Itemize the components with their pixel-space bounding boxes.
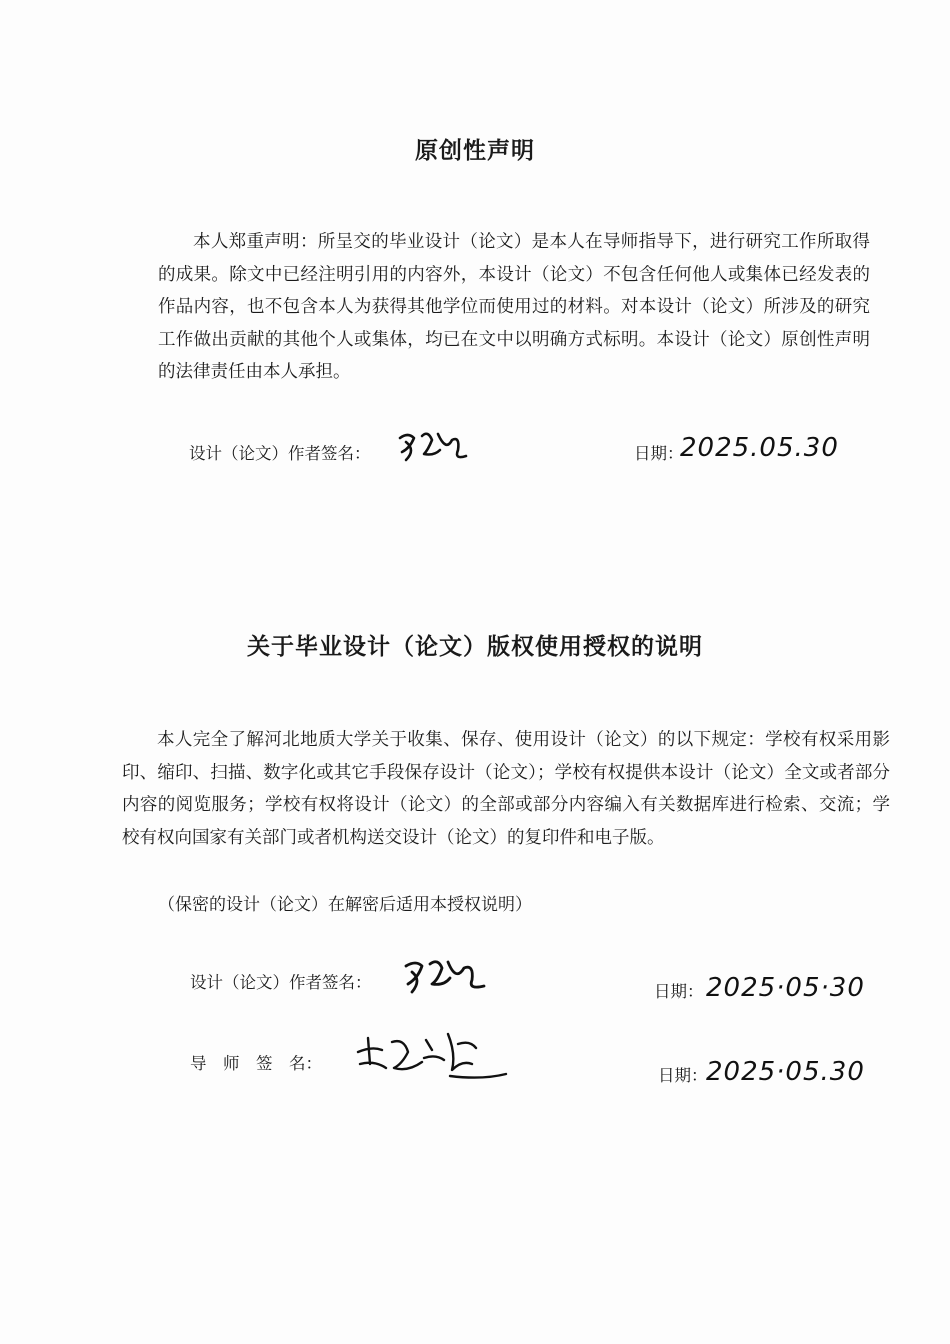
authorization-note: （保密的设计（论文）在解密后适用本授权说明） <box>158 895 532 915</box>
svg-text:2025.05.30: 2025.05.30 <box>680 433 839 463</box>
authorization-author-label: 设计（论文）作者签名： <box>190 973 372 992</box>
declaration-author-signature <box>394 426 474 470</box>
authorization-body: 本人完全了解河北地质大学关于收集、保存、使用设计（论文）的以下规定：学校有权采用影印、缩印、扫描、数字化或其它手段保存设计（论文）；学校有权提供本设计（论文）全文或者部分内容的阅览服务；学校有权将设计（论文）的全部或部分内容编入有关数据库进行检索、交流；学校有权向国家有关部门或者机构送交设计（论文）的复印件和电子版。 <box>122 730 890 848</box>
authorization-author-date-label: 日期： <box>654 982 704 1001</box>
svg-text:2025·05.30: 2025·05.30 <box>706 1057 865 1087</box>
advisor-label: 导 师 签 名： <box>190 1054 322 1073</box>
svg-text:2025·05·30: 2025·05·30 <box>706 973 865 1003</box>
declaration-body: 本人郑重声明：所呈交的毕业设计（论文）是本人在导师指导下，进行研究工作所取得的成果。除文中已经注明引用的内容外，本设计（论文）不包含任何他人或集体已经发表的作品内容，也不包含本人为获得其他学位而使用过的材料。对本设计（论文）所涉及的研究工作做出贡献的其他个人或集体，均已在文中以明确方式标明。本设计（论文）原创性声明的法律责任由本人承担。 <box>158 232 870 382</box>
advisor-date-handwritten <box>704 1048 865 1090</box>
advisor-signature <box>352 1024 512 1090</box>
declaration-date-label: 日期： <box>634 444 684 463</box>
declaration-date-handwritten <box>678 426 839 466</box>
authorization-title: 关于毕业设计（论文）版权使用授权的说明 <box>247 634 703 660</box>
advisor-date-label: 日期： <box>658 1066 708 1085</box>
declaration-author-label: 设计（论文）作者签名： <box>189 444 371 463</box>
authorization-author-signature <box>398 954 498 1000</box>
authorization-author-date-handwritten <box>704 964 864 1006</box>
declaration-title: 原创性声明 <box>415 138 535 164</box>
